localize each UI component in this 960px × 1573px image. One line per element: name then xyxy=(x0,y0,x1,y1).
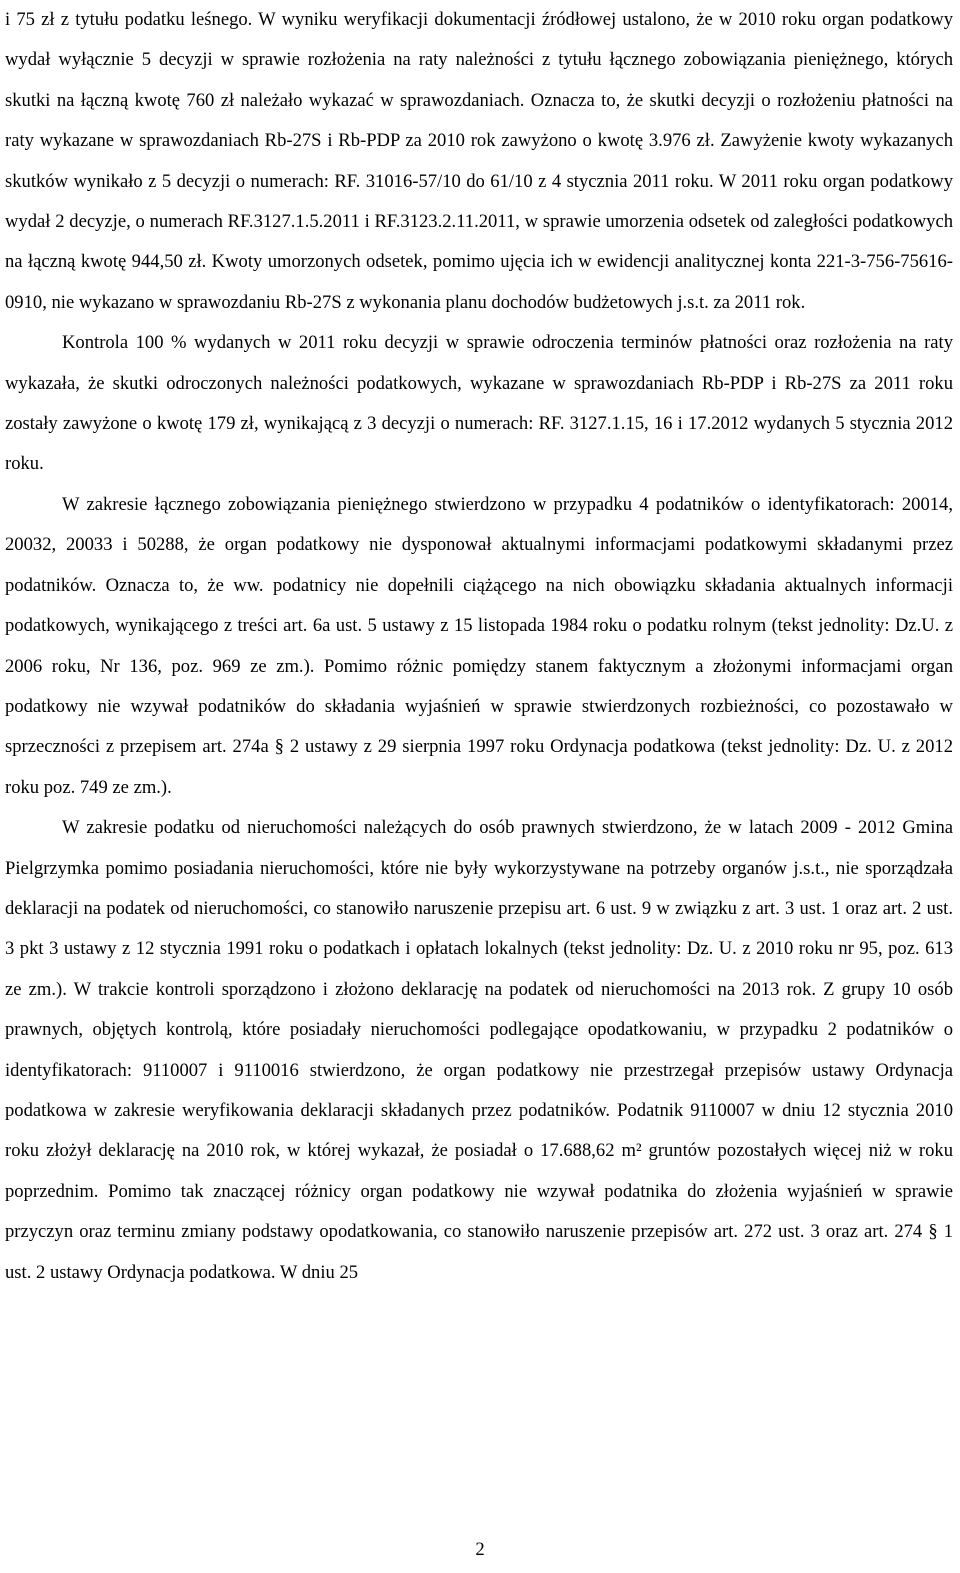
paragraph-4: W zakresie podatku od nieruchomości należących do osób prawnych stwierdzono, że w latach 2009 - 2012 Gmina Pielgrzymka pomimo posiadania nieruchomości, które nie były wykorzystywane na potrzeby organów j.s.t., nie sporządzała deklaracji na podatek od nieruchomości, co stanowiło naruszenie przepisu art. 6 ust. 9 w związku z art. 3 ust. 1 oraz art. 2 ust. 3 pkt 3 ustawy z 12 stycznia 1991 roku o podatkach i opłatach lokalnych (tekst jednolity: Dz. U. z 2010 roku nr 95, poz. 613 ze zm.). W trakcie kontroli sporządzono i złożono deklarację na podatek od nieruchomości na 2013 rok. Z grupy 10 osób prawnych, objętych kontrolą, które posiadały nieruchomości podlegające opodatkowaniu, w przypadku 2 podatników o identyfikatorach: 9110007 i 9110016 stwierdzono, że organ podatkowy nie przestrzegał przepisów ustawy Ordynacja podatkowa w zakresie weryfikowania deklaracji składanych przez podatników. Podatnik 9110007 w dniu 12 stycznia 2010 roku złożył deklarację na 2010 rok, w której wykazał, że posiadał o 17.688,62 m² gruntów pozostałych więcej niż w roku poprzednim. Pomimo tak znaczącej różnicy organ podatkowy nie wzywał podatnika do złożenia wyjaśnień w sprawie przyczyn oraz terminu zmiany podstawy opodatkowania, co stanowiło naruszenie przepisów art. 272 ust. 3 oraz art. 274 § 1 ust. 2 ustawy Ordynacja podatkowa. W dniu 25 xyxy=(5,817,953,1283)
document-page xyxy=(5,0,953,1293)
paragraph-2: Kontrola 100 % wydanych w 2011 roku decyzji w sprawie odroczenia terminów płatności oraz rozłożenia na raty wykazała, że skutki odroczonych należności podatkowych, wykazane w sprawozdaniach Rb-PDP i Rb-27S za 2011 roku zostały zawyżone o kwotę 179 zł, wynikającą z 3 decyzji o numerach: RF. 3127.1.15, 16 i 17.2012 wydanych 5 stycznia 2012 roku. xyxy=(5,332,953,475)
paragraph-3: W zakresie łącznego zobowiązania pieniężnego stwierdzono w przypadku 4 podatników o identyfikatorach: 20014, 20032, 20033 i 50288, że organ podatkowy nie dysponował aktualnymi informacjami podatkowymi składanymi przez podatników. Oznacza to, że ww. podatnicy nie dopełnili ciążącego na nich obowiązku składania aktualnych informacji podatkowych, wynikającego z treści art. 6a ust. 5 ustawy z 15 listopada 1984 roku o podatku rolnym (tekst jednolity: Dz.U. z 2006 roku, Nr 136, poz. 969 ze zm.). Pomimo różnic pomiędzy stanem faktycznym a złożonymi informacjami organ podatkowy nie wzywał podatników do składania wyjaśnień w sprawie stwierdzonych rozbieżności, co pozostawało w sprzeczności z przepisem art. 274a § 2 ustawy z 29 sierpnia 1997 roku Ordynacja podatkowa (tekst jednolity: Dz. U. z 2012 roku poz. 749 ze zm.). xyxy=(5,493,953,798)
paragraph-1: i 75 zł z tytułu podatku leśnego. W wyniku weryfikacji dokumentacji źródłowej ustalono, że w 2010 roku organ podatkowy wydał wyłącznie 5 decyzji w sprawie rozłożenia na raty należności z tytułu łącznego zobowiązania pieniężnego, których skutki na łączną kwotę 760 zł należało wykazać w sprawozdaniach. Oznacza to, że skutki decyzji o rozłożeniu płatności na raty wykazane w sprawozdaniach Rb-27S i Rb-PDP za 2010 rok zawyżono o kwotę 3.976 zł. Zawyżenie kwoty wykazanych skutków wynikało z 5 decyzji o numerach: RF. 31016-57/10 do 61/10 z 4 stycznia 2011 roku. W 2011 roku organ podatkowy wydał 2 decyzje, o numerach RF.3127.1.5.2011 i RF.3123.2.11.2011, w sprawie umorzenia odsetek od zaległości podatkowych na łączną kwotę 944,50 zł. Kwoty umorzonych odsetek, pomimo ujęcia ich w ewidencji analitycznej konta 221-3-756-75616-0910, nie wykazano w sprawozdaniu Rb-27S z wykonania planu dochodów budżetowych j.s.t. za 2011 rok. xyxy=(5,9,953,313)
page-number: 2 xyxy=(475,1539,485,1560)
